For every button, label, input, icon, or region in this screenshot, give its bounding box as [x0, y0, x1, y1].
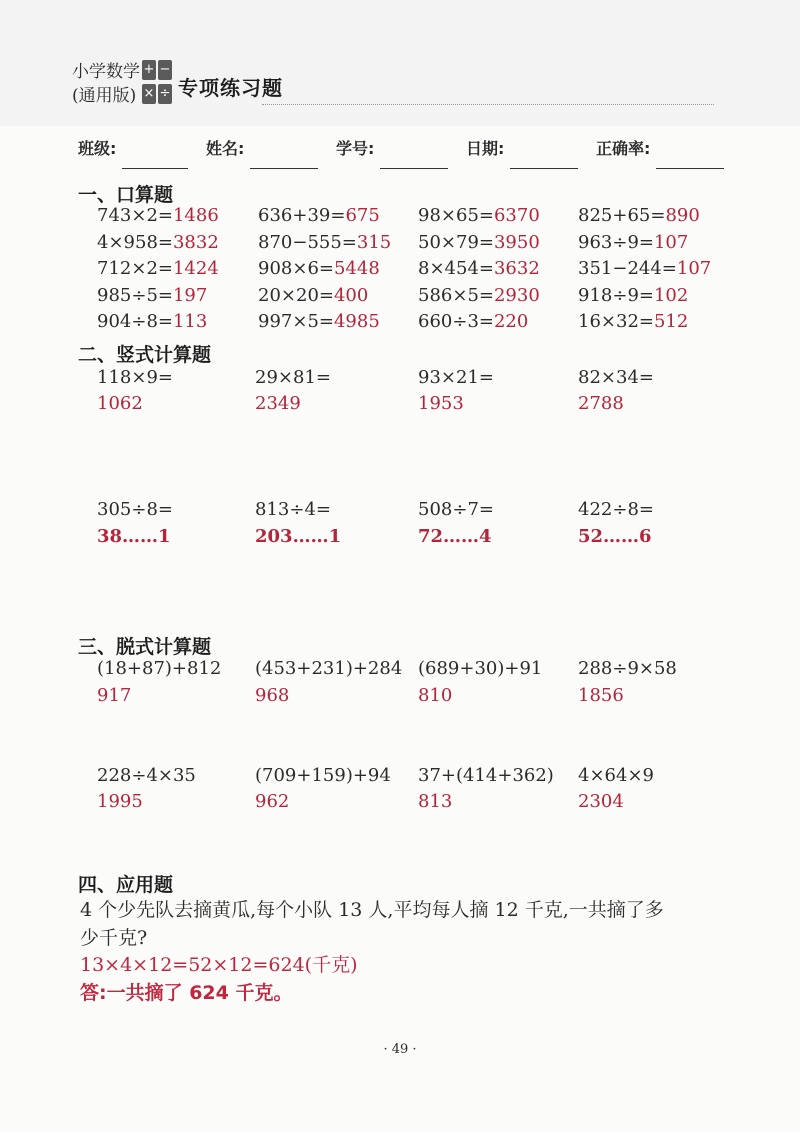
- oral-item: [418, 257, 540, 281]
- vertical-answer: 2788: [578, 393, 624, 414]
- oral-item: [97, 231, 219, 255]
- oral-item: [97, 204, 219, 228]
- oral-question: 870−555=: [258, 231, 357, 253]
- vertical-question: 813÷4=: [255, 499, 331, 520]
- minus-icon: −: [158, 60, 172, 80]
- oral-question: 918÷9=: [578, 284, 654, 306]
- stepwise-answer: 1856: [578, 685, 624, 706]
- oral-item: [258, 284, 368, 308]
- class-label: 班级:: [78, 139, 117, 158]
- oral-question: 904÷8=: [97, 311, 173, 332]
- vertical-answer: 52……6: [578, 526, 652, 547]
- vertical-question: 422÷8=: [578, 499, 654, 520]
- stepwise-question: 228÷4×35: [97, 765, 196, 786]
- operator-icons: [142, 60, 174, 106]
- oral-item: [97, 284, 207, 308]
- oral-question: 908×6=: [258, 258, 334, 279]
- oral-item: [97, 310, 207, 334]
- oral-answer: 400: [333, 284, 369, 306]
- date-label: 日期:: [466, 139, 505, 158]
- vertical-question: 82×34=: [578, 367, 654, 388]
- oral-question: 4×958=: [97, 231, 173, 253]
- vertical-answer: 38……1: [97, 526, 171, 547]
- oral-answer: 890: [665, 205, 700, 226]
- oral-answer: 107: [653, 231, 689, 253]
- stepwise-question: (709+159)+94: [255, 765, 391, 786]
- oral-question: 712×2=: [97, 258, 173, 279]
- date-field[interactable]: [510, 168, 578, 169]
- word-problem-line-1: 4 个少先队去摘黄瓜,每个小队 13 人,平均每人摘 12 千克,一共摘了多: [80, 899, 664, 921]
- oral-item: [418, 284, 540, 308]
- oral-answer: 107: [676, 258, 712, 279]
- header-divider: [262, 104, 714, 105]
- oral-question: 636+39=: [258, 205, 346, 226]
- brand: [72, 60, 140, 108]
- accuracy-label: 正确率:: [596, 139, 651, 158]
- stepwise-question: (689+30)+91: [418, 658, 543, 679]
- oral-question: 586×5=: [418, 284, 494, 306]
- oral-answer: 4985: [333, 311, 380, 332]
- divide-icon: ÷: [158, 84, 172, 104]
- oral-item: [578, 204, 700, 228]
- stepwise-answer: 2304: [578, 791, 624, 812]
- vertical-question: 508÷7=: [418, 499, 494, 520]
- oral-answer: 102: [653, 284, 689, 306]
- oral-answer: 6370: [493, 205, 540, 226]
- oral-question: 660÷3=: [418, 311, 494, 332]
- stepwise-question: (18+87)+812: [97, 658, 222, 679]
- oral-question: 351−244=: [578, 258, 677, 279]
- vertical-answer: 2349: [255, 393, 301, 414]
- word-problem-line-2: 少千克?: [80, 927, 148, 949]
- stepwise-question: 288÷9×58: [578, 658, 677, 679]
- oral-answer: 2930: [493, 284, 540, 306]
- stepwise-question: 4×64×9: [578, 765, 654, 786]
- oral-question: 98×65=: [418, 205, 494, 226]
- page-number: · 49 ·: [383, 1042, 417, 1057]
- oral-answer: 512: [653, 311, 689, 332]
- vertical-answer: 72……4: [418, 526, 492, 547]
- stepwise-question: 37+(414+362): [418, 765, 554, 786]
- oral-answer: 220: [493, 311, 529, 332]
- info-row: [0, 136, 800, 172]
- student-id-label: 学号:: [336, 139, 375, 158]
- section-vertical: 二、竖式计算题: [78, 344, 212, 366]
- oral-question: 8×454=: [418, 258, 494, 279]
- oral-answer: 113: [172, 311, 208, 332]
- oral-answer: 315: [356, 231, 392, 253]
- vertical-answer: 1062: [97, 393, 143, 414]
- oral-answer: 5448: [333, 258, 380, 279]
- oral-item: [578, 310, 688, 334]
- class-field[interactable]: [122, 168, 188, 169]
- brand-line-2: (通用版): [72, 86, 137, 106]
- oral-question: 16×32=: [578, 311, 654, 332]
- oral-answer: 675: [345, 205, 380, 226]
- stepwise-answer: 813: [418, 791, 453, 812]
- oral-item: [578, 257, 711, 281]
- stepwise-question: (453+231)+284: [255, 658, 403, 679]
- vertical-question: 305÷8=: [97, 499, 173, 520]
- oral-answer: 3950: [493, 231, 540, 253]
- oral-item: [578, 284, 688, 308]
- oral-question: 50×79=: [418, 231, 494, 253]
- vertical-answer: 203……1: [255, 526, 342, 547]
- oral-answer: 1424: [172, 258, 219, 279]
- student-id-field[interactable]: [380, 168, 448, 169]
- oral-item: [418, 310, 528, 334]
- vertical-answer: 1953: [418, 393, 464, 414]
- oral-item: [578, 231, 688, 255]
- oral-answer: 3832: [172, 231, 219, 253]
- oral-question: 20×20=: [258, 284, 334, 306]
- oral-item: [258, 257, 380, 281]
- vertical-question: 29×81=: [255, 367, 331, 388]
- section-oral: 一、口算题: [78, 184, 174, 206]
- oral-item: [258, 204, 380, 228]
- brand-line-1: 小学数学: [72, 62, 140, 82]
- word-problem-solution: 13×4×12=52×12=624(千克): [80, 954, 358, 976]
- oral-answer: 3632: [493, 258, 540, 279]
- stepwise-answer: 962: [255, 791, 290, 812]
- stepwise-answer: 917: [97, 685, 132, 706]
- stepwise-answer: 968: [255, 685, 290, 706]
- multiply-icon: ×: [142, 84, 156, 104]
- name-label: 姓名:: [206, 139, 245, 158]
- accuracy-field[interactable]: [656, 168, 724, 169]
- stepwise-answer: 1995: [97, 791, 143, 812]
- oral-item: [97, 257, 219, 281]
- stepwise-answer: 810: [418, 685, 453, 706]
- banner-title: 专项练习题: [178, 76, 283, 100]
- oral-item: [418, 204, 540, 228]
- oral-question: 743×2=: [97, 205, 173, 226]
- oral-question: 985÷5=: [97, 284, 173, 306]
- section-stepwise: 三、脱式计算题: [78, 636, 212, 658]
- word-problem-answer: 答:一共摘了 624 千克。: [80, 982, 293, 1004]
- oral-item: [258, 231, 391, 255]
- oral-question: 997×5=: [258, 311, 334, 332]
- name-field[interactable]: [250, 168, 318, 169]
- vertical-question: 118×9=: [97, 367, 173, 388]
- oral-item: [258, 310, 380, 334]
- oral-answer: 1486: [172, 205, 219, 226]
- plus-icon: +: [142, 60, 156, 80]
- section-word-problem: 四、应用题: [78, 874, 174, 896]
- vertical-question: 93×21=: [418, 367, 494, 388]
- oral-question: 825+65=: [578, 205, 666, 226]
- oral-answer: 197: [172, 284, 208, 306]
- oral-item: [418, 231, 540, 255]
- oral-question: 963÷9=: [578, 231, 654, 253]
